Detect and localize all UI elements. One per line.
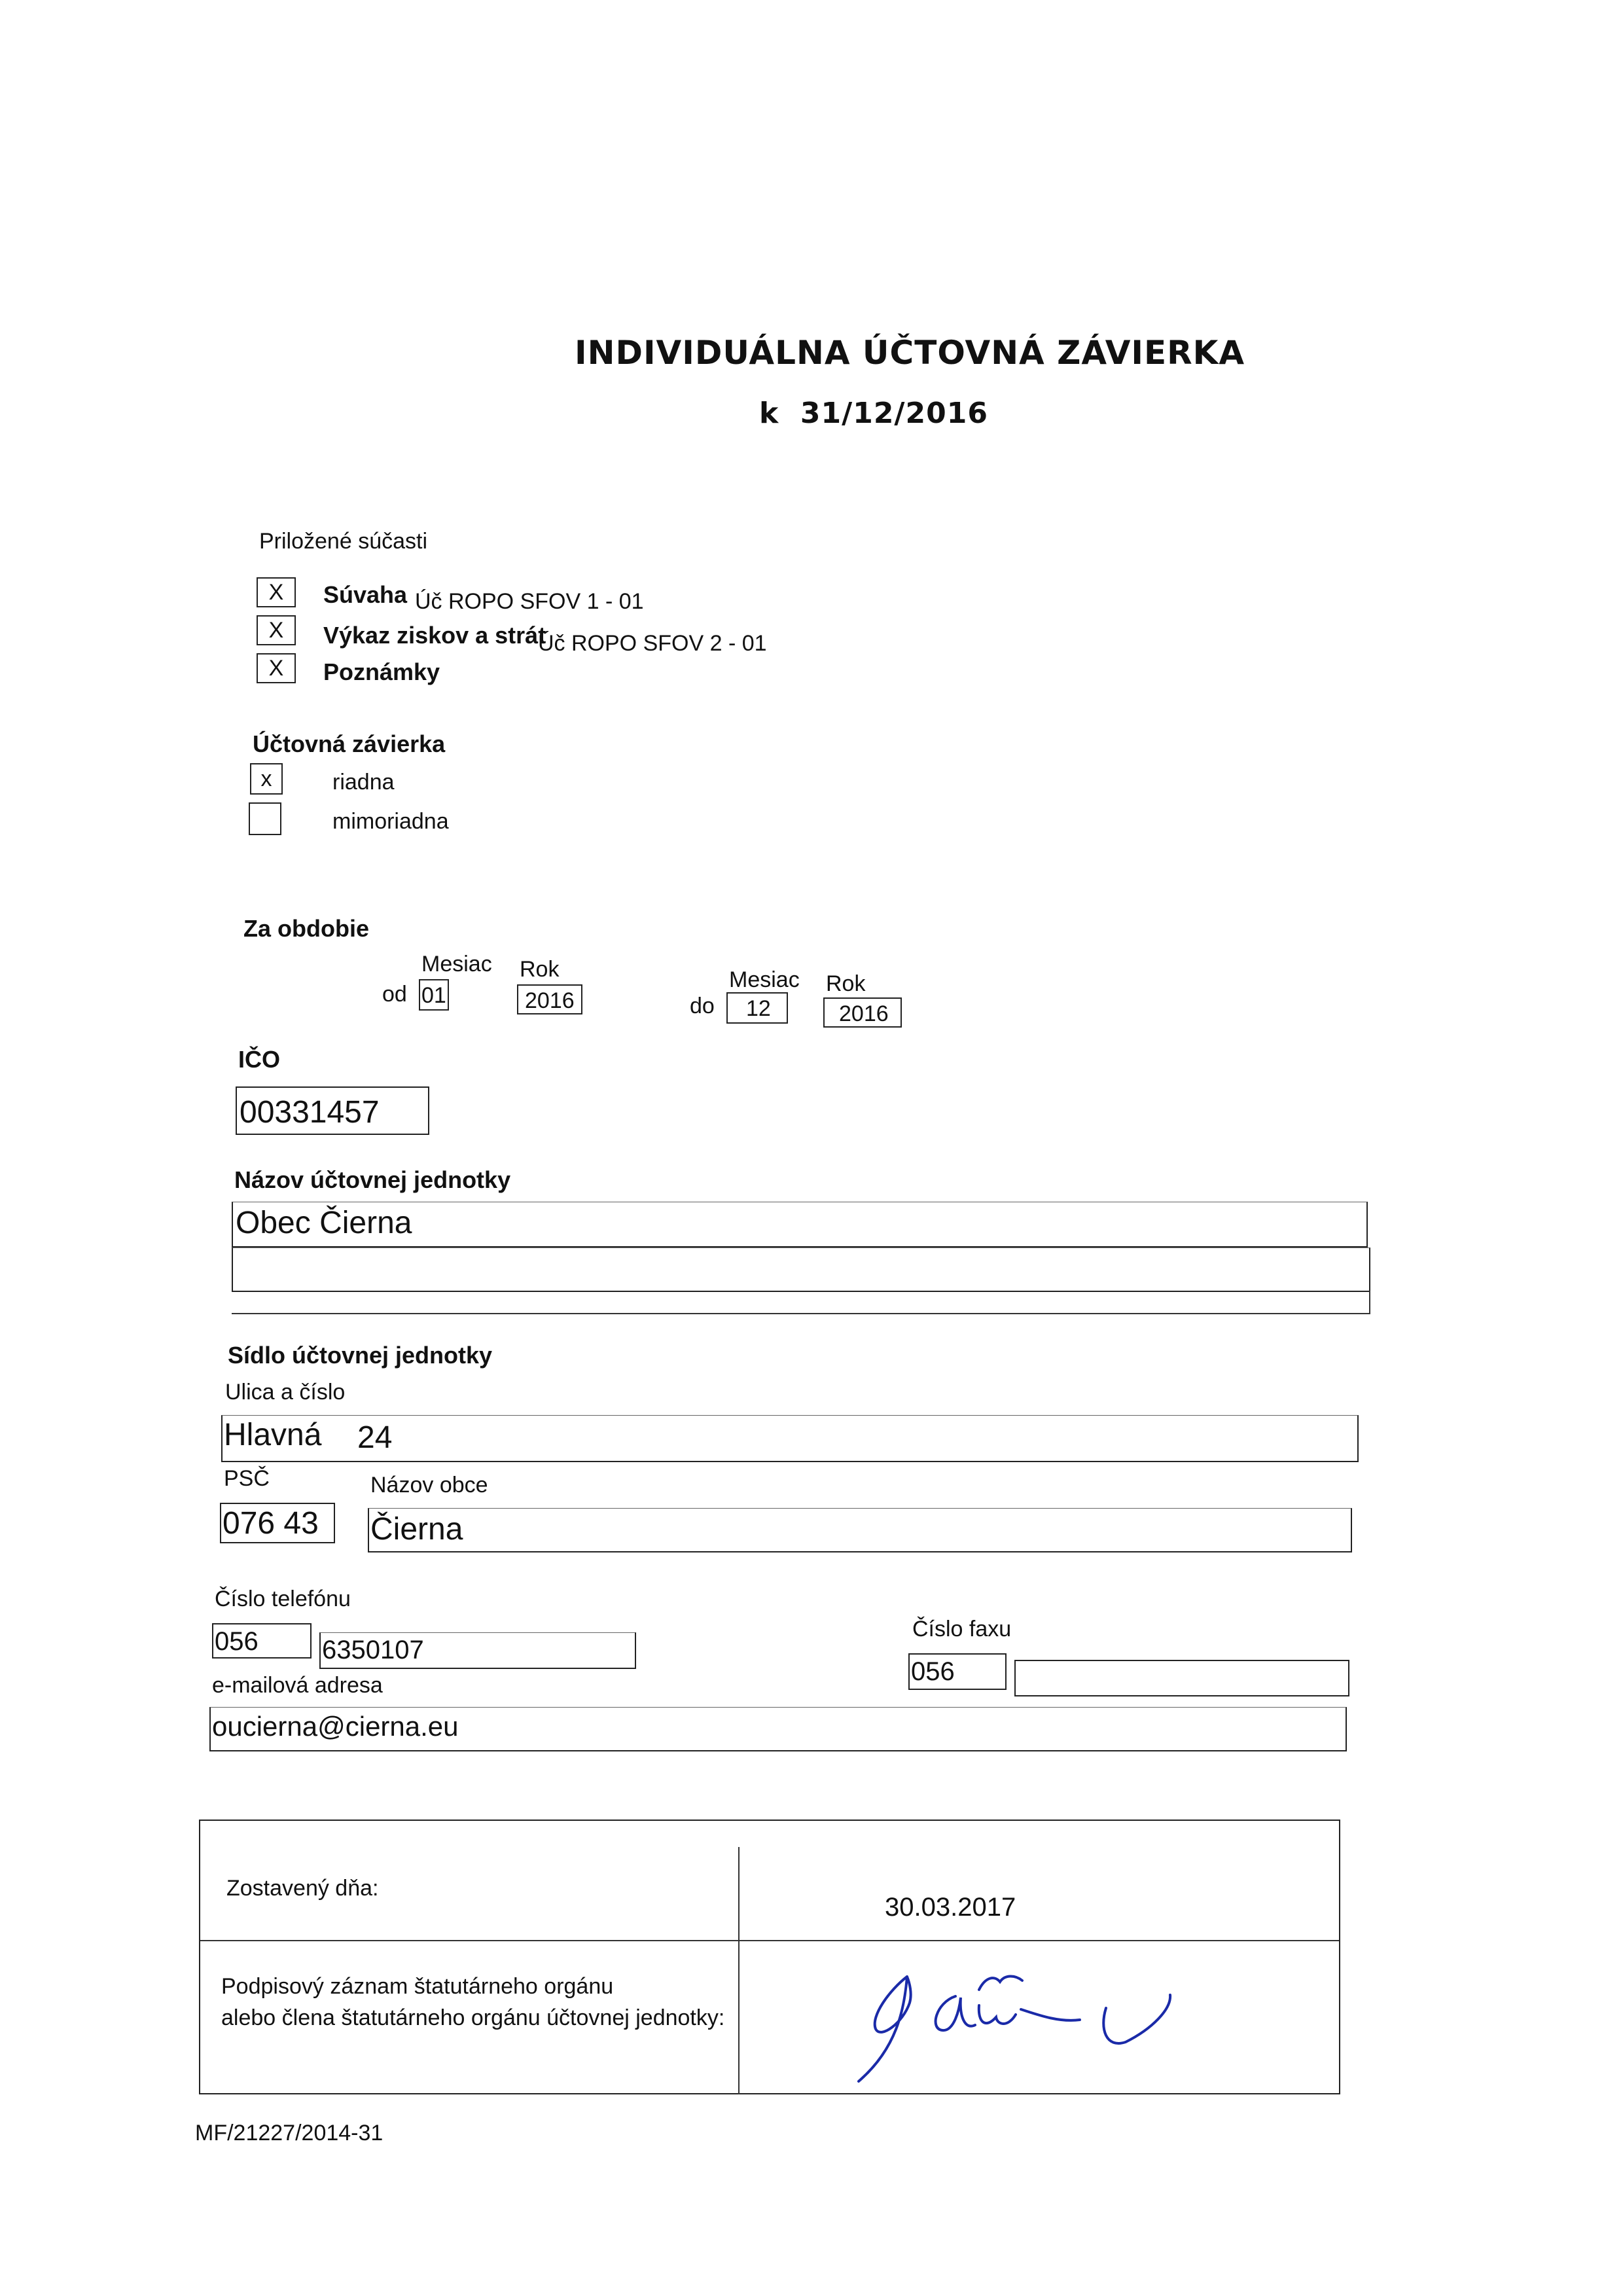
signature-label-1: Podpisový záznam štatutárneho orgánu bbox=[221, 1974, 614, 1999]
ico-field[interactable]: 00331457 bbox=[236, 1086, 429, 1135]
entity-name-line2[interactable] bbox=[232, 1247, 1370, 1292]
street-name: Hlavná bbox=[224, 1418, 322, 1452]
closing-type-heading: Účtovná závierka bbox=[253, 730, 446, 757]
attachment-code-vykaz: Úč ROPO SFOV 2 - 01 bbox=[538, 631, 767, 656]
email-field[interactable] bbox=[209, 1707, 1347, 1751]
entity-name-line1[interactable]: Obec Čierna bbox=[232, 1202, 1368, 1247]
from-month-label: Mesiac bbox=[421, 952, 492, 977]
psc-field[interactable]: 076 43 bbox=[220, 1503, 335, 1543]
fax-number-field[interactable] bbox=[1014, 1660, 1349, 1696]
fax-label: Číslo faxu bbox=[912, 1617, 1012, 1641]
to-label: do bbox=[690, 994, 715, 1018]
ico-label: IČO bbox=[238, 1046, 281, 1073]
closing-type-extraordinary-label: mimoriadna bbox=[332, 809, 449, 834]
phone-number-field[interactable] bbox=[319, 1632, 636, 1669]
street-field[interactable] bbox=[221, 1415, 1359, 1462]
city-label: Názov obce bbox=[370, 1473, 488, 1498]
attachment-name-vykaz: Výkaz ziskov a strát bbox=[323, 622, 546, 649]
from-year-label: Rok bbox=[520, 957, 560, 982]
from-month-field[interactable]: 01 bbox=[419, 979, 449, 1011]
closing-type-extraordinary-checkbox[interactable] bbox=[249, 802, 281, 835]
closing-type-regular-checkbox[interactable]: x bbox=[250, 763, 283, 795]
address-heading: Sídlo účtovnej jednotky bbox=[228, 1342, 493, 1369]
attachment-checkbox-poznamky[interactable]: X bbox=[257, 653, 296, 683]
compiled-date: 30.03.2017 bbox=[885, 1893, 1016, 1922]
compiled-label: Zostavený dňa: bbox=[226, 1876, 379, 1901]
to-month-label: Mesiac bbox=[729, 967, 800, 992]
signature-label-2: alebo člena štatutárneho orgánu účtovnej jednotky: bbox=[221, 2005, 725, 2030]
signature-block-rule bbox=[200, 1940, 1339, 1941]
closing-date: k 31/12/2016 bbox=[759, 397, 988, 430]
from-label: od bbox=[382, 982, 407, 1007]
to-year-field[interactable]: 2016 bbox=[823, 997, 902, 1028]
to-month-field[interactable]: 12 bbox=[726, 992, 788, 1024]
handwritten-signature bbox=[844, 1957, 1211, 2094]
phone-prefix-field[interactable] bbox=[212, 1623, 312, 1659]
to-year-label: Rok bbox=[826, 971, 866, 996]
attachment-name-suvaha: Súvaha bbox=[323, 581, 408, 608]
email-value: oucierna@cierna.eu bbox=[212, 1711, 459, 1742]
signature-block-divider bbox=[738, 1847, 740, 2094]
attachment-checkbox-suvaha[interactable]: X bbox=[257, 577, 296, 607]
attachment-checkbox-vykaz[interactable]: X bbox=[257, 615, 296, 645]
city-field[interactable]: Čierna bbox=[368, 1508, 1352, 1552]
fax-prefix-field[interactable] bbox=[908, 1653, 1007, 1690]
page-title: INDIVIDUÁLNA ÚČTOVNÁ ZÁVIERKA bbox=[575, 334, 1245, 372]
attachments-heading: Priložené súčasti bbox=[259, 529, 428, 554]
entity-name-line3-rule bbox=[232, 1313, 1370, 1314]
entity-name-line3-end bbox=[1369, 1291, 1370, 1314]
closing-type-regular-label: riadna bbox=[332, 770, 395, 795]
street-number: 24 bbox=[357, 1420, 393, 1455]
phone-number-value: 6350107 bbox=[322, 1636, 424, 1664]
phone-prefix-value: 056 bbox=[215, 1627, 259, 1656]
street-label: Ulica a číslo bbox=[225, 1380, 346, 1405]
from-year-field[interactable]: 2016 bbox=[517, 984, 582, 1014]
attachment-name-poznamky: Poznámky bbox=[323, 658, 440, 685]
fax-prefix-value: 056 bbox=[911, 1657, 955, 1686]
phone-label: Číslo telefónu bbox=[215, 1587, 351, 1611]
period-heading: Za obdobie bbox=[243, 915, 369, 942]
attachment-code-suvaha: Úč ROPO SFOV 1 - 01 bbox=[415, 589, 644, 614]
entity-name-label: Názov účtovnej jednotky bbox=[234, 1166, 511, 1193]
psc-label: PSČ bbox=[224, 1466, 270, 1491]
form-code: MF/21227/2014-31 bbox=[195, 2121, 383, 2145]
email-label: e-mailová adresa bbox=[212, 1673, 383, 1698]
